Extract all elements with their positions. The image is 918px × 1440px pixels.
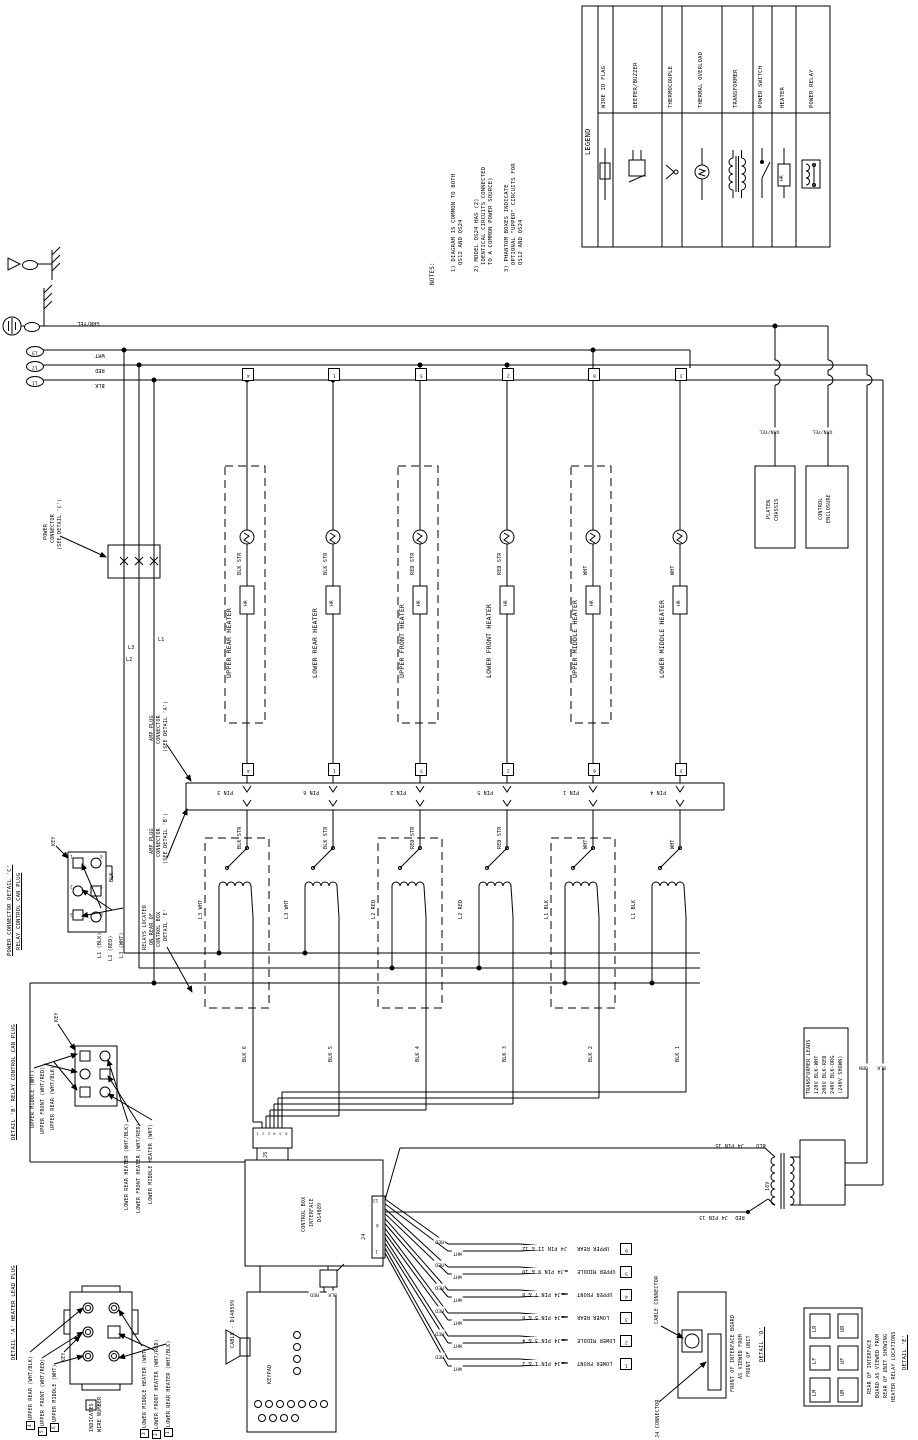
wire-number-flag: 3	[675, 368, 687, 381]
j4-row-pin-label: J4 PIN 7 & 8	[522, 1291, 561, 1297]
note-line: OPTIONAL "UPPER" CIRCUITS FOR	[511, 163, 517, 265]
wire-number-flag: 4	[242, 763, 254, 776]
relay-coil-label: L1 BLK	[544, 899, 550, 919]
j5-pin-number: 4	[273, 1131, 276, 1136]
j4-row-zone-label: LOWER REAR	[577, 1314, 610, 1320]
detail-c-title: POWER CONNECTOR DETAIL 'C'	[7, 864, 13, 956]
wire-number-flag: 6	[620, 1243, 632, 1255]
j4-pin15-label: J4 PIN 15	[715, 1142, 744, 1148]
wire-color-label: GRN/YEL	[77, 320, 100, 326]
connector-pin-label: PIN 6	[303, 789, 320, 795]
j4-row-zone-label: UPPER MIDDLE	[577, 1268, 616, 1274]
note-line: IDENTICAL CIRCUITS CONNECTED	[481, 166, 487, 265]
cable-connector-label: CABLE CONNECTOR	[654, 1275, 660, 1324]
j4-row-zone-label: LOWER MIDDLE	[577, 1337, 616, 1343]
pin-number: 2	[70, 884, 73, 889]
heater-wire-label: WHT	[670, 565, 676, 575]
indicates-note: INDICATES	[89, 1403, 95, 1432]
detail-c-wire-label: L3 (WHT)	[119, 932, 125, 958]
detail-e-caption: HEATER RELAY LOCATIONS	[891, 1331, 897, 1402]
legend-title: LEGEND	[584, 128, 592, 155]
wire-number-flag: 2	[502, 763, 514, 776]
wire-number-flag: 1	[328, 763, 340, 776]
line-flag-l1: L1	[26, 376, 44, 387]
wire-number-flag: 1	[328, 368, 340, 381]
legend-item-name: THERMOCOUPLE	[668, 65, 674, 108]
heater-name: LOWER REAR HEATER	[311, 608, 319, 678]
power-connector-note: CONNECTOR	[50, 514, 56, 543]
wire-color-label: RED	[435, 1261, 444, 1267]
control-enclosure-label: CONTROL	[818, 497, 824, 520]
relay-control-wire-label: BLK 5	[328, 1045, 334, 1062]
platen-chassis-label: CHASSIS	[774, 498, 780, 521]
detail-b-wire-label: UPPER FRONT (WHT/RED)	[40, 1066, 46, 1134]
wire-color-label: ORN	[859, 1064, 868, 1070]
wire-number-flag: 5	[620, 1266, 632, 1278]
heater-symbol-text: HR	[416, 600, 422, 606]
amp-plug-a-note: CONNECTOR	[156, 715, 162, 744]
legend-item-name: TRANSFORMER	[733, 69, 739, 108]
detail-b-wire-label: LOWER MIDDLE HEATER (WHT)	[148, 1123, 154, 1204]
detail-a-wire-label: 5UPPER FRONT (WHT/RED)	[38, 1359, 47, 1436]
relay-location-cell: LF	[812, 1357, 818, 1364]
transformer-secondary-label: 16V	[765, 1181, 771, 1191]
wire-color-label: WHT	[453, 1273, 462, 1279]
detail-b-wire-label: UPPER REAR (WHT/BLK)	[50, 1065, 56, 1130]
detail-c-wire-label: L2 (RED)	[108, 935, 114, 961]
relay-coil-label: L3 WHT	[284, 899, 290, 919]
amp-plug-b-note: (SEE DETAIL 'B')	[163, 812, 169, 864]
platen-chassis-label: PLATEN	[766, 499, 772, 519]
j4-row-pin-label: J4 PIN 5 & 6	[522, 1314, 561, 1320]
detail-c-wire-label: L1 (BLK)	[97, 932, 103, 958]
heater-symbol-text: HR	[589, 600, 595, 606]
cable-label: CABLE - D140599	[230, 1299, 236, 1348]
wire-color-label: BLU	[756, 1142, 766, 1148]
detail-e-caption: REAR OF INTERFACE	[867, 1339, 873, 1394]
relay-location-cell: LM	[812, 1389, 818, 1396]
legend-item-name: WIRE ID FLAG	[601, 65, 607, 108]
detail-b-wire-label: LOWER FRONT HEATER (WHT/RED)	[136, 1123, 142, 1213]
wire-number-flag: 4	[242, 368, 254, 381]
wire-color-label: BLK	[95, 382, 105, 388]
wire-color-label: GRN/YEL	[759, 428, 780, 434]
detail-a-title: DETAIL 'A' HEATER LEAD PLUG	[11, 1265, 17, 1360]
wire-color-label: BLK	[877, 1064, 886, 1070]
heater-symbol-text: HR	[676, 600, 682, 606]
j4-row-pin-label: J4 PIN 11 & 12	[522, 1245, 567, 1251]
detail-a-wire-label: 1LOWER REAR HEATER (WHT/BLK)	[164, 1340, 173, 1437]
legend-item-name: BEEPER/BUZZER	[633, 62, 639, 108]
note-line: 2) MODEL QS24 HAS (2)	[474, 198, 480, 272]
bus-label: L2	[126, 657, 133, 663]
wire-color-label: RED	[735, 1214, 745, 1220]
relay-control-wire-label: BLK 1	[675, 1045, 681, 1062]
amp-plug-a-note: AMP PLUG	[149, 715, 155, 741]
relay-coil-label: L1 BLK	[631, 899, 637, 919]
power-connector-note: POWER	[43, 523, 49, 540]
detail-d-title: DETAIL 'D'	[759, 1326, 765, 1362]
key-label: KEY	[51, 836, 57, 846]
relay-location-cell: UF	[840, 1357, 846, 1364]
transformer-note-line: (240V SHOWN)	[838, 1055, 844, 1094]
j5-pin-number: 6	[285, 1131, 288, 1136]
heater-wire-label: WHT	[583, 565, 589, 575]
wire-number-flag: 3	[620, 1312, 632, 1324]
wire-color-label: WHT	[453, 1296, 462, 1302]
j4-connector-callout: J4 CONNECTOR	[655, 1399, 661, 1438]
heater-wire-label: RED STR	[497, 552, 503, 575]
wire-number-flag: 1	[620, 1358, 632, 1370]
key-label: KEY	[54, 1012, 60, 1022]
relay-control-wire-label: BLK 4	[415, 1045, 421, 1062]
key-label: KEY	[61, 1352, 67, 1362]
wire-color-label: RED	[95, 367, 105, 373]
note-line: 3) PHANTOM BOXES INDICATE	[504, 184, 510, 272]
heater-wire-label: BLK STR	[323, 552, 329, 575]
relay-location-cell: UM	[840, 1389, 846, 1396]
wire-number-flag: 6	[588, 763, 600, 776]
j4-pin13-label: J4 PIN 13	[699, 1214, 728, 1220]
connector-pin-label: PIN 3	[217, 789, 234, 795]
legend-item-name: HEATER	[780, 86, 786, 108]
note-line: 1) DIAGRAM IS COMMON TO BOTH	[451, 173, 457, 272]
detail-b-wire-label: UPPER MIDDLE (WHT)	[30, 1070, 36, 1128]
heater-wire-label: RED STR	[410, 826, 416, 849]
heater-wire-label: RED STR	[410, 552, 416, 575]
legend-item-name: POWER RELAY	[809, 69, 815, 108]
relay-control-wire-label: BLK 3	[502, 1045, 508, 1062]
pin-number: 4	[100, 854, 103, 859]
notes-heading: NOTES:	[429, 262, 436, 285]
connector-pin-label: PIN 1	[563, 789, 580, 795]
transformer-note-line: 120V BLK-WHT	[814, 1055, 820, 1094]
wire-number-flag: 5	[415, 763, 427, 776]
wire-number-flag: 6	[588, 368, 600, 381]
note-line: QS12 AND QS24	[458, 219, 464, 265]
detail-a-wire-label: 6UPPER MIDDLE (WHT)	[50, 1364, 59, 1432]
wire-number-flag: 5	[415, 368, 427, 381]
wire-color-label: RED	[435, 1307, 444, 1313]
control-box-label: D14089	[317, 1202, 323, 1222]
keypad-label: KEYPAD	[267, 1364, 273, 1384]
j4-row-zone-label: UPPER REAR	[577, 1245, 610, 1251]
wire-color-label: WHT	[453, 1319, 462, 1325]
amp-plug-b-note: CONNECTOR	[156, 828, 162, 857]
detail-d-caption: FRONT OF UNIT	[746, 1335, 752, 1377]
detail-a-wire-label: 3LOWER MIDDLE HEATER (WHT)	[140, 1348, 149, 1438]
wire-number-flag: 3	[675, 763, 687, 776]
detail-d-caption: AS VIEWED FROM	[738, 1334, 744, 1379]
pin-number: 1	[70, 854, 73, 859]
detail-e-caption: REAR OF UNIT SHOWING	[883, 1333, 889, 1398]
heater-wire-label: RED STR	[497, 826, 503, 849]
detail-c-title: RELAY CONTROL CAN PLUG	[16, 872, 22, 950]
heater-wire-label: BLK STR	[237, 552, 243, 575]
transformer-note-line: 208V BLK-RED	[822, 1055, 828, 1094]
j5-pin-number: 3	[267, 1131, 270, 1136]
heater-name: UPPER MIDDLE HEATER	[571, 599, 579, 678]
connector-pin-label: PIN 5	[477, 789, 494, 795]
relay-control-wire-label: BLK 6	[242, 1045, 248, 1062]
j5-connector-label: J5	[263, 1151, 269, 1158]
heater-name: UPPER REAR HEATER	[225, 608, 233, 678]
heater-wire-label: BLK STR	[237, 826, 243, 849]
wire-number-flag: 4	[620, 1289, 632, 1301]
pin-number: 6	[100, 912, 103, 917]
detail-d-caption: FRONT OF INTERFACE BOARD	[730, 1314, 736, 1392]
beeper-lead-label: BLK	[328, 1291, 337, 1297]
relays-location-note: RELAYS LOCATED	[142, 905, 148, 950]
detail-a-wire-label: 2LOWER FRONT HEATER (WHT/RED)	[152, 1339, 161, 1439]
wire-color-label: RED	[435, 1238, 444, 1244]
line-flag-l2: L2	[26, 361, 44, 372]
wire-color-label: RED	[435, 1353, 444, 1359]
legend-item-name: POWER SWITCH	[758, 65, 764, 108]
pin-number: 5	[100, 884, 103, 889]
relay-coil-label: L3 WHT	[198, 899, 204, 919]
j5-pin-number: 5	[279, 1131, 282, 1136]
ground-flag	[22, 260, 38, 270]
detail-e-title: DETAIL 'E'	[902, 1334, 908, 1370]
heater-wire-label: WHT	[670, 839, 676, 849]
j5-pin-number: 2	[261, 1131, 265, 1136]
wire-color-label: WHT	[453, 1250, 462, 1256]
j4-connector-label: J4	[361, 1233, 367, 1240]
relays-location-note: ON REAR OF	[149, 912, 155, 945]
heater-name: LOWER MIDDLE HEATER	[658, 599, 666, 678]
heater-wire-label: WHT	[583, 839, 589, 849]
j4-row-pin-label: J4 PIN 9 & 10	[522, 1268, 564, 1274]
relay-control-wire-label: BLK 2	[588, 1045, 594, 1062]
transformer-note-line: TRANSFORMER LEADS	[806, 1039, 812, 1094]
amp-plug-b-note: AMP PLUG	[149, 828, 155, 854]
bus-label: L1	[158, 637, 165, 643]
detail-b-title: DETAIL 'B' RELAY CONTROL CAN PLUG	[11, 1024, 17, 1140]
j4-row-zone-label: LOWER FRONT	[577, 1360, 613, 1366]
wire-color-label: GRN/YEL	[812, 428, 833, 434]
j4-row-pin-label: J4 PIN 1 & 2	[522, 1360, 561, 1366]
power-connector-note: (SEE DETAIL 'C')	[57, 498, 63, 550]
control-box-label: CONTROL BOX	[301, 1196, 307, 1232]
heater-name: LOWER FRONT HEATER	[485, 603, 493, 678]
j4-pin-number: 8	[375, 1223, 379, 1228]
legend-heater-symbol-text: HR	[780, 175, 785, 181]
heater-symbol-text: HR	[329, 600, 335, 606]
detail-e-caption: BOARD AS VIEWED FROM	[875, 1333, 881, 1398]
legend-item-name: THERMAL OVERLOAD	[698, 51, 704, 108]
indicates-note: WIRE NUMBER	[97, 1396, 103, 1432]
control-box-label: INTERFACE	[309, 1198, 315, 1227]
wire-color-label: WHT	[95, 352, 105, 358]
relays-location-note: DETAIL 'E'	[163, 908, 169, 941]
heater-symbol-text: HR	[243, 600, 249, 606]
bus-label: L3	[128, 645, 135, 651]
wire-color-label: WHT	[453, 1365, 462, 1371]
control-enclosure-label: ENCLOSURE	[826, 494, 832, 523]
note-line: TO A COMMON POWER SOURCE)	[488, 177, 494, 265]
relay-coil-label: L2 RED	[371, 899, 377, 919]
j4-pin-number: 13	[372, 1198, 378, 1203]
detail-b-wire-label: LOWER REAR HEATER (WHT/BLK)	[124, 1123, 130, 1210]
connector-pin-label: PIN 2	[390, 789, 407, 795]
heater-wire-label: BLK STR	[323, 826, 329, 849]
j5-pin-number: 1	[256, 1131, 259, 1136]
j4-row-pin-label: J4 PIN 3 & 4	[522, 1337, 561, 1343]
wire-number-flag: 2	[620, 1335, 632, 1347]
wire-color-label: RED	[435, 1330, 444, 1336]
relay-location-cell: UR	[840, 1325, 846, 1332]
heater-symbol-text: HR	[503, 600, 509, 606]
heater-name: UPPER FRONT HEATER	[398, 603, 406, 678]
j4-row-zone-label: UPPER FRONT	[577, 1291, 613, 1297]
wire-number-flag: 2	[502, 368, 514, 381]
wire-color-label: BLK	[109, 872, 115, 882]
relay-coil-label: L2 RED	[458, 899, 464, 919]
transformer-note-line: 240V BLK-ORG	[830, 1055, 836, 1094]
beeper-lead-label: RED	[310, 1291, 319, 1297]
j4-pin-number: 1	[375, 1249, 378, 1254]
detail-a-wire-label: 4UPPER REAR (WHT/BLK)	[26, 1356, 35, 1430]
relays-location-note: CONTROL BOX	[156, 911, 162, 947]
ground-flag	[24, 322, 40, 332]
wire-color-label: WHT	[453, 1342, 462, 1348]
wire-color-label: RED	[435, 1284, 444, 1290]
pin-number: 3	[70, 912, 73, 917]
line-flag-l3: L3	[26, 346, 44, 357]
amp-plug-a-note: (SEE DETAIL 'A')	[163, 700, 169, 752]
note-line: QS12 AND QS24	[518, 219, 524, 265]
relay-location-cell: LR	[812, 1325, 818, 1332]
connector-pin-label: PIN 4	[650, 789, 667, 795]
